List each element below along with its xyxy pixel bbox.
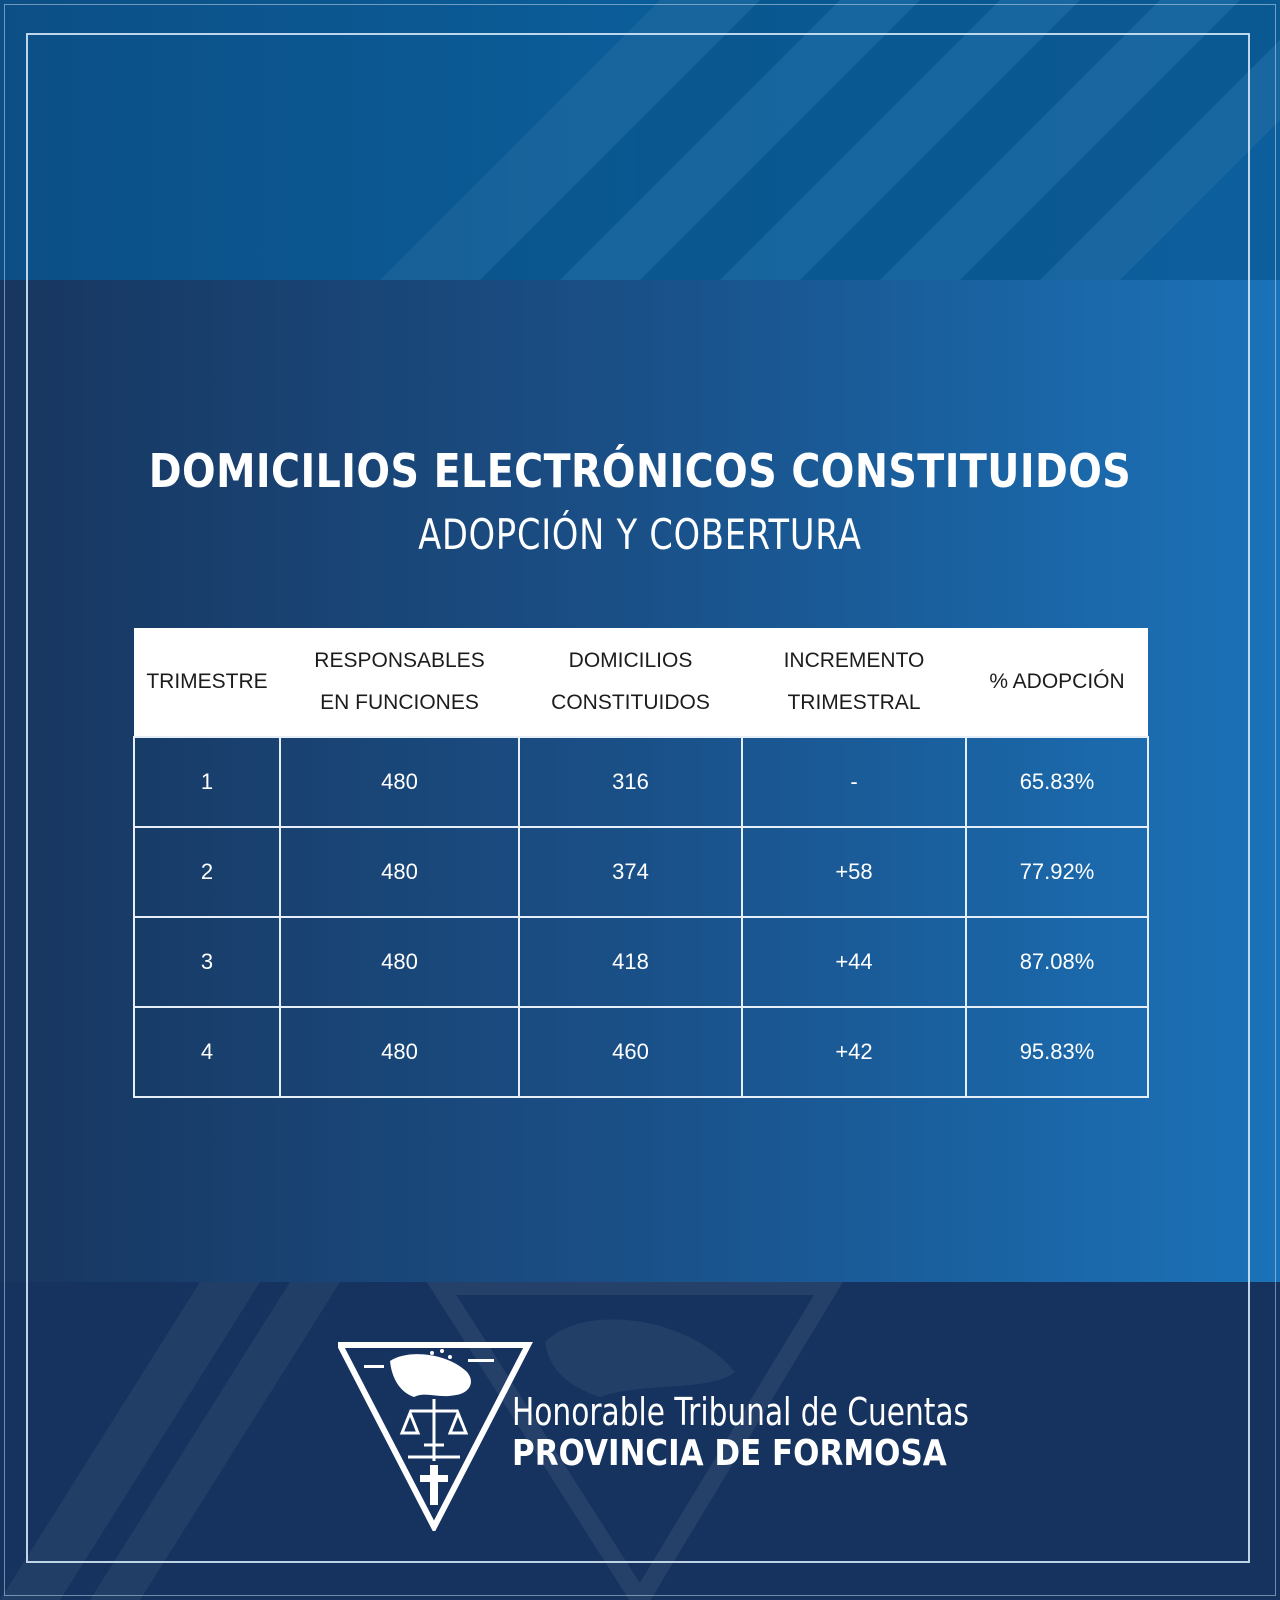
column-header-label: INCREMENTO — [783, 649, 925, 672]
table-cell: 65.83% — [966, 737, 1148, 827]
table-cell: 480 — [280, 827, 519, 917]
table-cell: 95.83% — [966, 1007, 1148, 1097]
column-header — [280, 628, 519, 737]
table-row — [134, 917, 1148, 1007]
table-cell: 316 — [519, 737, 742, 827]
table-row — [134, 1007, 1148, 1097]
column-header-label: RESPONSABLES — [314, 649, 485, 672]
table-cell: 87.08% — [966, 917, 1148, 1007]
table-cell: 460 — [519, 1007, 742, 1097]
logo-institution-name: Honorable Tribunal de Cuentas — [512, 1390, 969, 1434]
table-cell: 480 — [280, 917, 519, 1007]
table-cell: 480 — [280, 1007, 519, 1097]
column-header-label: CONSTITUIDOS — [551, 691, 710, 714]
column-header — [742, 628, 966, 737]
table-cell: +42 — [742, 1007, 966, 1097]
logo-province-name: PROVINCIA DE FORMOSA — [512, 1433, 947, 1474]
table-cell: - — [742, 737, 966, 827]
column-header-label: % ADOPCIÓN — [989, 670, 1125, 693]
table-row — [134, 737, 1148, 827]
column-header-label: DOMICILIOS — [568, 649, 693, 672]
table-cell: +44 — [742, 917, 966, 1007]
table-cell: 4 — [134, 1007, 280, 1097]
table-row — [134, 827, 1148, 917]
table-header-row — [134, 628, 1148, 737]
column-header-label: TRIMESTRE — [146, 670, 268, 693]
column-header — [519, 628, 742, 737]
column-header — [134, 628, 280, 737]
table-cell: 480 — [280, 737, 519, 827]
column-header — [966, 628, 1148, 737]
tribunal-emblem-icon — [338, 1341, 538, 1531]
table-cell: 374 — [519, 827, 742, 917]
table-cell: 418 — [519, 917, 742, 1007]
table-cell: 77.92% — [966, 827, 1148, 917]
table-cell: +58 — [742, 827, 966, 917]
table-cell: 3 — [134, 917, 280, 1007]
table-cell: 2 — [134, 827, 280, 917]
table-cell: 1 — [134, 737, 280, 827]
column-header-label: TRIMESTRAL — [787, 691, 921, 714]
page-subtitle: ADOPCIÓN Y COBERTURA — [418, 510, 862, 559]
page-title: DOMICILIOS ELECTRÓNICOS CONSTITUIDOS — [148, 444, 1132, 498]
column-header-label: EN FUNCIONES — [320, 691, 479, 714]
adoption-table — [133, 628, 1149, 1098]
